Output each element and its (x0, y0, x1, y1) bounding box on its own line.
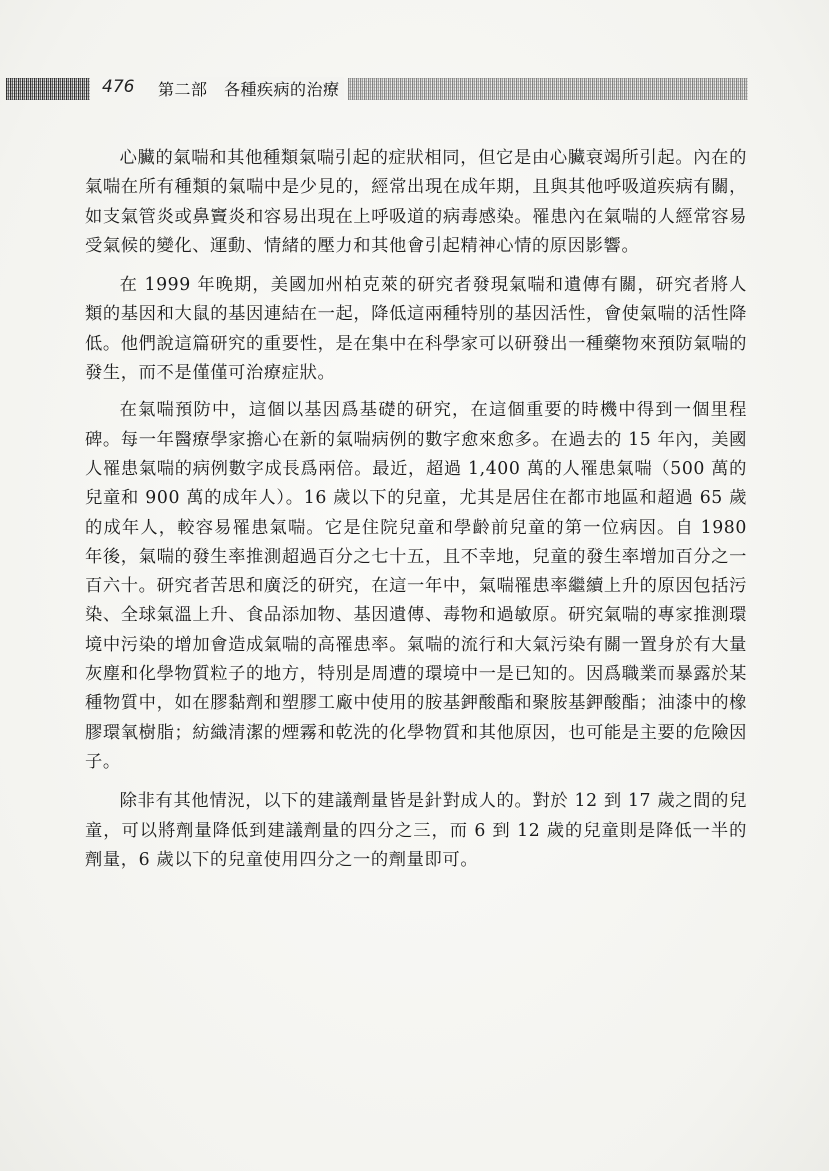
page-number: 476 (98, 77, 138, 97)
paragraph: 在 1999 年晚期，美國加州柏克萊的研究者發現氣喘和遺傳有關，研究者將人類的基因和大鼠的基因連結在一起，降低這兩種特別的基因活性，會使氣喘的活性降低。他們說這篇研究的重要性，是在集中在科學家可以研發出一種藥物來預防氣喘的發生，而不是僅僅可治療症狀。 (85, 275, 747, 384)
paragraph: 除非有其他情況，以下的建議劑量皆是針對成人的。對於 12 到 17 歲之間的兒童，可以將劑量降低到建議劑量的四分之三，而 6 到 12 歲的兒童則是降低一半的劑量，6 歲以下的兒童使用四分之一的劑量即可。 (85, 791, 747, 870)
body-text (85, 144, 747, 885)
running-header (6, 72, 750, 106)
header-decoration (348, 78, 748, 100)
section-title: 第二部 各種疾病的治療 (154, 77, 344, 100)
paragraph: 心臟的氣喘和其他種類氣喘引起的症狀相同，但它是由心臟衰竭所引起。內在的氣喘在所有種類的氣喘中是少見的，經常出現在成年期，且與其他呼吸道疾病有關，如支氣管炎或鼻竇炎和容易出現在上呼吸道的病毒感染。罹患內在氣喘的人經常容易受氣候的變化、運動、情緒的壓力和其他會引起精神心情的原因影響。 (85, 148, 747, 256)
paragraph: 在氣喘預防中，這個以基因爲基礎的研究，在這個重要的時機中得到一個里程碑。每一年醫療學家擔心在新的氣喘病例的數字愈來愈多。在過去的 15 年內，美國人罹患氣喘的病例數字成長爲兩倍。最近，超過 1,400 萬的人罹患氣喘（500 萬的兒童和 900 萬的成年人）。16 歲以下的兒童，尤其是居住在都市地區和超過 65 歲的成年人，較容易罹患氣喘。它是住院兒童和學齡前兒童的第一位病因。自 1980 年後，氣喘的發生率推測超過百分之七十五，且不幸地，兒童的發生率增加百分之一百六十。研究者苦思和廣泛的研究，在這一年中，氣喘罹患率繼續上升的原因包括污染、全球氣溫上升、食品添加物、基因遺傳、毒物和過敏原。研究氣喘的專家推測環境中污染的增加會造成氣喘的高罹患率。氣喘的流行和大氣污染有關一置身於有大量灰塵和化學物質粒子的地方，特別是周遭的環境中一是已知的。因爲職業而暴露於某種物質中，如在膠黏劑和塑膠工廠中使用的胺基鉀酸酯和聚胺基鉀酸酯；油漆中的橡膠環氧樹脂；紡織清潔的煙霧和乾洗的化學物質和其他原因，也可能是主要的危險因子。 (85, 400, 747, 772)
header-decoration (6, 78, 90, 100)
